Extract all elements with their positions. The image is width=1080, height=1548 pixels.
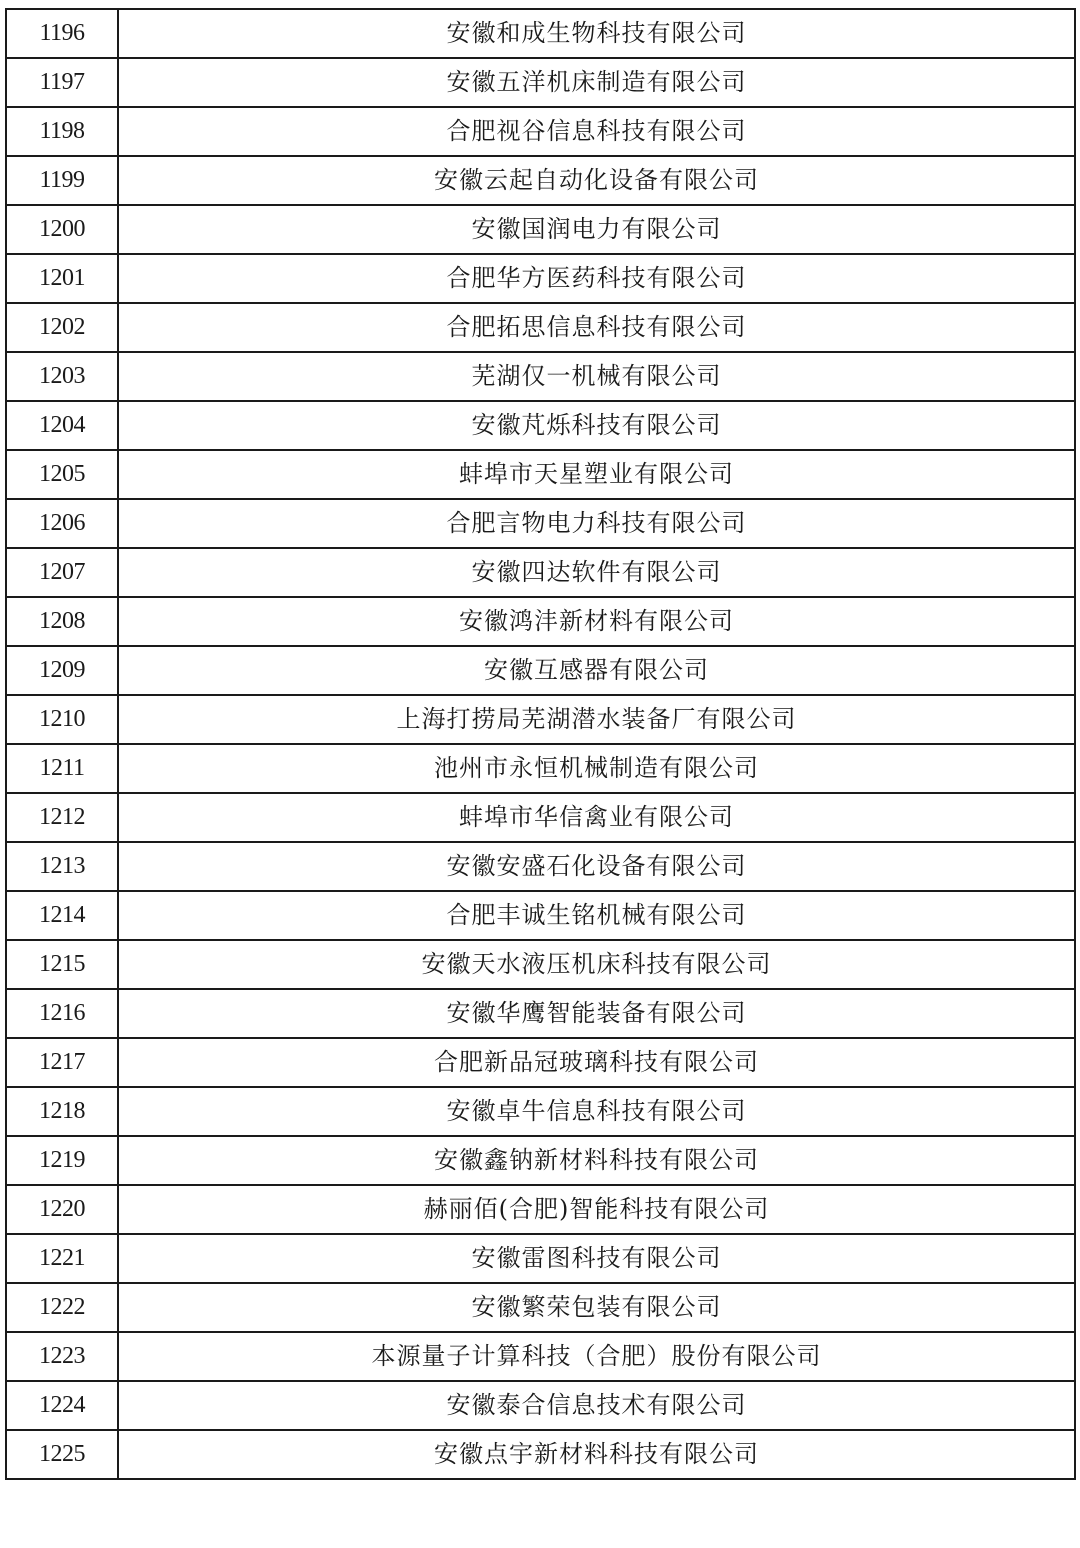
table-row	[6, 205, 1075, 254]
company-name: 安徽芃烁科技有限公司	[118, 401, 1075, 450]
row-number: 1223	[6, 1332, 118, 1381]
company-name: 赫丽佰(合肥)智能科技有限公司	[118, 1185, 1075, 1234]
row-number: 1204	[6, 401, 118, 450]
company-name: 合肥视谷信息科技有限公司	[118, 107, 1075, 156]
table-row	[6, 940, 1075, 989]
company-name: 安徽五洋机床制造有限公司	[118, 58, 1075, 107]
company-name: 安徽和成生物科技有限公司	[118, 9, 1075, 58]
company-name: 合肥新品冠玻璃科技有限公司	[118, 1038, 1075, 1087]
table-row	[6, 1381, 1075, 1430]
row-number: 1213	[6, 842, 118, 891]
row-number: 1222	[6, 1283, 118, 1332]
table-row	[6, 597, 1075, 646]
table-row	[6, 450, 1075, 499]
company-name: 安徽泰合信息技术有限公司	[118, 1381, 1075, 1430]
table-row	[6, 401, 1075, 450]
row-number: 1202	[6, 303, 118, 352]
company-name: 芜湖仅一机械有限公司	[118, 352, 1075, 401]
table-row	[6, 107, 1075, 156]
row-number: 1221	[6, 1234, 118, 1283]
table-row	[6, 9, 1075, 58]
row-number: 1225	[6, 1430, 118, 1479]
table-row	[6, 793, 1075, 842]
company-list-table-container	[5, 8, 1074, 1480]
table-row	[6, 254, 1075, 303]
company-name: 安徽互感器有限公司	[118, 646, 1075, 695]
row-number: 1220	[6, 1185, 118, 1234]
table-row	[6, 352, 1075, 401]
company-name: 安徽天水液压机床科技有限公司	[118, 940, 1075, 989]
table-row	[6, 891, 1075, 940]
company-name: 安徽国润电力有限公司	[118, 205, 1075, 254]
company-name: 安徽鑫钠新材料科技有限公司	[118, 1136, 1075, 1185]
row-number: 1196	[6, 9, 118, 58]
row-number: 1197	[6, 58, 118, 107]
row-number: 1214	[6, 891, 118, 940]
company-name: 蚌埠市华信禽业有限公司	[118, 793, 1075, 842]
row-number: 1208	[6, 597, 118, 646]
row-number: 1218	[6, 1087, 118, 1136]
table-row	[6, 156, 1075, 205]
company-name: 安徽安盛石化设备有限公司	[118, 842, 1075, 891]
row-number: 1203	[6, 352, 118, 401]
row-number: 1210	[6, 695, 118, 744]
row-number: 1205	[6, 450, 118, 499]
row-number: 1211	[6, 744, 118, 793]
table-row	[6, 303, 1075, 352]
company-name: 安徽云起自动化设备有限公司	[118, 156, 1075, 205]
company-name: 安徽卓牛信息科技有限公司	[118, 1087, 1075, 1136]
table-row	[6, 1430, 1075, 1479]
table-row	[6, 1038, 1075, 1087]
company-name: 安徽鸿沣新材料有限公司	[118, 597, 1075, 646]
row-number: 1199	[6, 156, 118, 205]
company-name: 安徽繁荣包装有限公司	[118, 1283, 1075, 1332]
company-name: 合肥言物电力科技有限公司	[118, 499, 1075, 548]
company-name: 安徽华鹰智能装备有限公司	[118, 989, 1075, 1038]
row-number: 1198	[6, 107, 118, 156]
row-number: 1200	[6, 205, 118, 254]
row-number: 1219	[6, 1136, 118, 1185]
row-number: 1206	[6, 499, 118, 548]
company-name: 合肥华方医药科技有限公司	[118, 254, 1075, 303]
company-name: 本源量子计算科技（合肥）股份有限公司	[118, 1332, 1075, 1381]
company-name: 安徽点宇新材料科技有限公司	[118, 1430, 1075, 1479]
row-number: 1224	[6, 1381, 118, 1430]
table-row	[6, 744, 1075, 793]
company-name: 合肥拓思信息科技有限公司	[118, 303, 1075, 352]
row-number: 1215	[6, 940, 118, 989]
table-row	[6, 1136, 1075, 1185]
table-row	[6, 695, 1075, 744]
table-row	[6, 499, 1075, 548]
table-row	[6, 989, 1075, 1038]
company-name: 池州市永恒机械制造有限公司	[118, 744, 1075, 793]
company-name: 蚌埠市天星塑业有限公司	[118, 450, 1075, 499]
table-row	[6, 1185, 1075, 1234]
row-number: 1216	[6, 989, 118, 1038]
row-number: 1207	[6, 548, 118, 597]
table-row	[6, 842, 1075, 891]
table-row	[6, 58, 1075, 107]
company-name: 合肥丰诚生铭机械有限公司	[118, 891, 1075, 940]
company-name: 安徽雷图科技有限公司	[118, 1234, 1075, 1283]
row-number: 1201	[6, 254, 118, 303]
row-number: 1209	[6, 646, 118, 695]
company-name: 安徽四达软件有限公司	[118, 548, 1075, 597]
row-number: 1212	[6, 793, 118, 842]
company-name: 上海打捞局芜湖潜水装备厂有限公司	[118, 695, 1075, 744]
table-body	[6, 9, 1075, 1479]
company-list-table	[5, 8, 1076, 1480]
table-row	[6, 646, 1075, 695]
table-row	[6, 1087, 1075, 1136]
row-number: 1217	[6, 1038, 118, 1087]
table-row	[6, 1332, 1075, 1381]
table-row	[6, 1234, 1075, 1283]
table-row	[6, 1283, 1075, 1332]
table-row	[6, 548, 1075, 597]
